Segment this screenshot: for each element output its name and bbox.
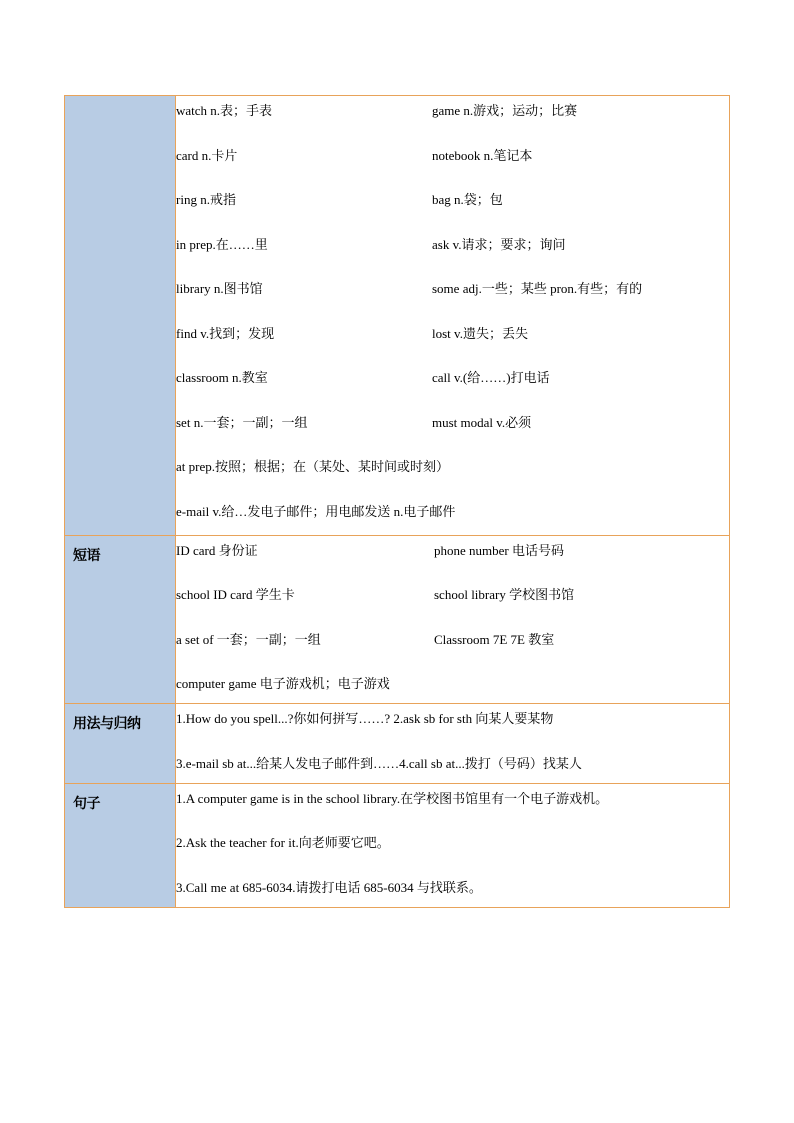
section-label: 句子 bbox=[73, 795, 100, 812]
vocab-entry: ring n.戒指 bbox=[176, 192, 236, 207]
vocab-entry: some adj.一些；某些 pron.有些；有的 bbox=[432, 281, 643, 296]
label-cell-vocabulary bbox=[65, 96, 176, 536]
sentences-content bbox=[176, 783, 730, 907]
vocab-row bbox=[176, 185, 729, 230]
vocab-entry: bag n.袋；包 bbox=[432, 192, 503, 207]
vocab-entry: game n.游戏；运动；比赛 bbox=[432, 103, 578, 118]
usage-text: 1.How do you spell...?你如何拼写……? 2.ask sb for sth 向某人要某物 bbox=[176, 711, 554, 726]
vocab-entry: call v.(给……)打电话 bbox=[432, 370, 550, 385]
vocab-row bbox=[176, 141, 729, 186]
vocab-entry: classroom n.教室 bbox=[176, 370, 268, 385]
vocab-row-full bbox=[176, 497, 729, 535]
phrase-entry: Classroom 7E 7E 教室 bbox=[434, 631, 555, 647]
phrase-entry: school library 学校图书馆 bbox=[434, 587, 575, 602]
section-sentences bbox=[65, 783, 730, 907]
sentence-line bbox=[176, 873, 729, 907]
phrase-row bbox=[176, 625, 729, 670]
vocab-row bbox=[176, 230, 729, 275]
vocab-row bbox=[176, 408, 729, 453]
vocab-entry: at prep.按照；根据；在（某处、某时间或时刻） bbox=[176, 459, 449, 474]
vocab-entry: card n.卡片 bbox=[176, 147, 238, 163]
vocab-entry: library n.图书馆 bbox=[176, 281, 263, 296]
section-usage bbox=[65, 704, 730, 784]
vocabulary-content bbox=[176, 96, 730, 536]
vocab-entry: must modal v.必须 bbox=[432, 414, 532, 430]
phrase-entry: computer game 电子游戏机；电子游戏 bbox=[176, 676, 390, 691]
vocab-entry: e-mail v.给…发电子邮件；用电邮发送 n.电子邮件 bbox=[176, 503, 456, 519]
vocab-row-full bbox=[176, 452, 729, 497]
phrases-content bbox=[176, 535, 730, 704]
vocab-entry: in prep.在……里 bbox=[176, 236, 268, 252]
vocab-entry: lost v.遗失；丢失 bbox=[432, 325, 528, 341]
usage-content bbox=[176, 704, 730, 784]
sentence-line bbox=[176, 828, 729, 873]
sentence-text: 1.A computer game is in the school library.在学校图书馆里有一个电子游戏机。 bbox=[176, 790, 609, 806]
sentence-text: 2.Ask the teacher for it.向老师要它吧。 bbox=[176, 835, 390, 850]
phrase-entry: ID card 身份证 bbox=[176, 542, 258, 558]
phrase-row-full bbox=[176, 669, 729, 703]
sentence-text: 3.Call me at 685-6034.请拨打电话 685-6034 与找联系。 bbox=[176, 879, 482, 895]
usage-line bbox=[176, 704, 729, 749]
section-phrases bbox=[65, 535, 730, 704]
section-label: 短语 bbox=[73, 547, 100, 564]
section-label: 用法与归纳 bbox=[73, 716, 141, 732]
vocabulary-table bbox=[64, 95, 730, 908]
vocab-entry: find v.找到；发现 bbox=[176, 325, 275, 341]
vocab-row bbox=[176, 319, 729, 364]
phrase-row bbox=[176, 536, 729, 581]
phrase-entry: a set of 一套；一副；一组 bbox=[176, 631, 321, 647]
label-cell-sentences bbox=[65, 783, 176, 907]
usage-line bbox=[176, 749, 729, 783]
label-cell-usage bbox=[65, 704, 176, 784]
phrase-entry: phone number 电话号码 bbox=[434, 542, 564, 558]
vocab-row bbox=[176, 274, 729, 319]
sentence-line bbox=[176, 784, 729, 829]
vocab-entry: notebook n.笔记本 bbox=[432, 147, 533, 163]
vocab-row bbox=[176, 96, 729, 141]
label-cell-phrases bbox=[65, 535, 176, 704]
vocab-entry: ask v.请求；要求；询问 bbox=[432, 236, 566, 252]
usage-text: 3.e-mail sb at...给某人发电子邮件到……4.call sb at...拨打（号码）找某人 bbox=[176, 755, 582, 771]
vocab-entry: set n.一套；一副；一组 bbox=[176, 414, 308, 430]
section-vocabulary bbox=[65, 96, 730, 536]
vocab-entry: watch n.表；手表 bbox=[176, 103, 273, 118]
phrase-row bbox=[176, 580, 729, 625]
phrase-entry: school ID card 学生卡 bbox=[176, 587, 295, 602]
vocab-row bbox=[176, 363, 729, 408]
